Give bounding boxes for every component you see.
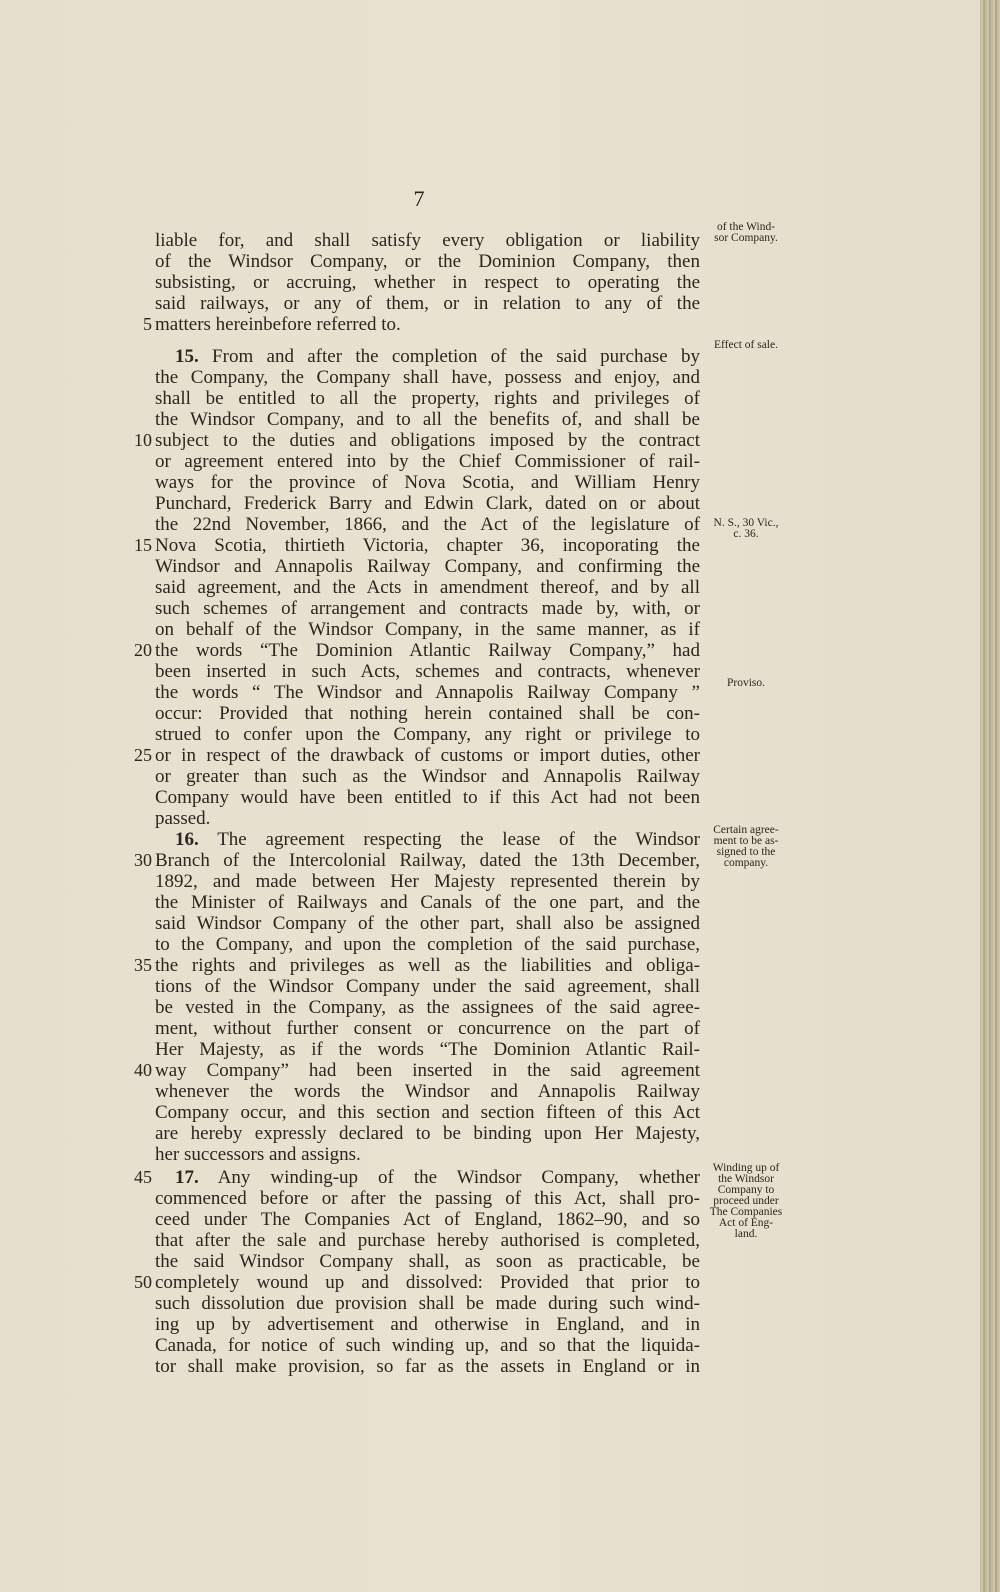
margin-note-line: land.	[734, 1228, 758, 1240]
text-line	[155, 251, 700, 272]
line-text: whenever the words the Windsor and Annapolis Railway	[155, 1081, 700, 1102]
line-text: matters hereinbefore referred to.	[155, 314, 401, 335]
text-line	[155, 1123, 700, 1144]
line-text: Company occur, and this section and section fifteen of this Act	[155, 1102, 700, 1123]
line-number: 30	[134, 850, 152, 870]
margin-note-line: N. S., 30 Vic.,	[713, 517, 779, 529]
line-text: or in respect of the drawback of customs or import duties, other	[155, 745, 700, 766]
line-number: 40	[134, 1060, 152, 1080]
text-line	[155, 1039, 700, 1060]
line-text: the Company, the Company shall have, possess and enjoy, and	[155, 367, 700, 388]
line-text: shall be entitled to all the property, rights and privileges of	[155, 388, 700, 409]
line-text: the words “The Dominion Atlantic Railway Company,” had	[155, 640, 700, 661]
line-text: that after the sale and purchase hereby authorised is completed,	[155, 1230, 700, 1251]
line-text: are hereby expressly declared to be binding upon Her Majesty,	[155, 1123, 700, 1144]
line-text: Company would have been entitled to if this Act had not been	[155, 787, 700, 808]
text-line	[155, 1230, 700, 1251]
line-text: on behalf of the Windsor Company, in the same manner, as if	[155, 619, 700, 640]
text-line	[155, 230, 700, 251]
line-text: the words “ The Windsor and Annapolis Railway Company ”	[155, 682, 700, 703]
text-line	[155, 682, 700, 703]
line-text: the Windsor Company, and to all the benefits of, and shall be	[155, 409, 700, 430]
line-text: said agreement, and the Acts in amendment thereof, and by all	[155, 577, 700, 598]
margin-note	[695, 678, 797, 689]
text-line	[155, 493, 700, 514]
text-line	[155, 703, 700, 724]
line-number: 20	[134, 640, 152, 660]
margin-note-line: c. 36.	[733, 528, 759, 540]
margin-note-line: proceed under	[713, 1195, 779, 1207]
text-line	[155, 1102, 700, 1123]
margin-note-line: ment to be as-	[713, 835, 779, 847]
line-text: ceed under The Companies Act of England, 1862–90, and so	[155, 1209, 700, 1230]
text-line	[155, 577, 700, 598]
line-number: 45	[134, 1167, 152, 1187]
text-line	[155, 955, 700, 976]
line-number: 50	[134, 1272, 152, 1292]
margin-note-line: the Windsor	[718, 1173, 774, 1185]
line-text: Windsor and Annapolis Railway Company, and confirming the	[155, 556, 700, 577]
text-line	[175, 1167, 700, 1188]
text-line	[155, 1335, 700, 1356]
line-text: said railways, or any of them, or in relation to any of the	[155, 293, 700, 314]
line-text: be vested in the Company, as the assignees of the said agree-	[155, 997, 700, 1018]
margin-note	[695, 825, 797, 869]
text-line	[155, 913, 700, 934]
text-line	[155, 640, 700, 661]
text-line	[155, 314, 700, 335]
text-line	[155, 850, 700, 871]
text-line	[155, 598, 700, 619]
line-text: the rights and privileges as well as the liabilities and obliga-	[155, 955, 700, 976]
text-line	[155, 787, 700, 808]
line-text: ing up by advertisement and otherwise in England, and in	[155, 1314, 700, 1335]
text-line	[155, 892, 700, 913]
line-text: Punchard, Frederick Barry and Edwin Clark, dated on or about	[155, 493, 700, 514]
text-line	[155, 293, 700, 314]
line-text: occur: Provided that nothing herein contained shall be con-	[155, 703, 700, 724]
margin-note-line: Company to	[717, 1184, 775, 1196]
line-text: Her Majesty, as if the words “The Dominion Atlantic Rail-	[155, 1039, 700, 1060]
line-text: passed.	[155, 808, 211, 829]
line-text: such schemes of arrangement and contracts made by, with, or	[155, 598, 700, 619]
line-number: 10	[134, 430, 152, 450]
page-number: 7	[413, 186, 425, 211]
text-line	[155, 724, 700, 745]
text-line	[155, 1081, 700, 1102]
line-text: way Company” had been inserted in the said agreement	[155, 1060, 700, 1081]
line-text: her successors and assigns.	[155, 1144, 361, 1165]
line-text: completely wound up and dissolved: Provided that prior to	[155, 1272, 700, 1293]
text-line	[175, 829, 700, 850]
text-line	[155, 272, 700, 293]
text-line	[155, 619, 700, 640]
text-line	[155, 1272, 700, 1293]
margin-note-line: Act of Eng-	[718, 1217, 774, 1229]
page-edge	[980, 0, 1000, 1592]
text-line	[155, 388, 700, 409]
text-line	[155, 1293, 700, 1314]
text-line	[155, 556, 700, 577]
margin-note	[695, 1163, 797, 1240]
line-number: 25	[134, 745, 152, 765]
line-text: to the Company, and upon the completion of the said purchase,	[155, 934, 700, 955]
line-text: Any winding-up of the Windsor Company, whether	[198, 1167, 700, 1188]
margin-note-line: of the Wind-	[716, 221, 776, 233]
line-text: 1892, and made between Her Majesty represented therein by	[155, 871, 700, 892]
text-line	[155, 451, 700, 472]
text-line	[155, 1018, 700, 1039]
line-text: or agreement entered into by the Chief Commissioner of rail-	[155, 451, 700, 472]
line-number: 35	[134, 955, 152, 975]
margin-note-line: The Companies	[709, 1206, 783, 1218]
text-line	[155, 1251, 700, 1272]
text-line	[155, 808, 700, 829]
line-number: 5	[143, 314, 152, 334]
line-text: Branch of the Intercolonial Railway, dated the 13th December,	[155, 850, 700, 871]
text-line	[155, 997, 700, 1018]
margin-note-line: sor Company.	[714, 232, 778, 244]
text-line	[155, 1188, 700, 1209]
line-text: or greater than such as the Windsor and Annapolis Railway	[155, 766, 700, 787]
margin-note	[695, 340, 797, 351]
text-line	[155, 514, 700, 535]
line-text: subject to the duties and obligations imposed by the contract	[155, 430, 700, 451]
line-text: the said Windsor Company shall, as soon as practicable, be	[155, 1251, 700, 1272]
line-text: The agreement respecting the lease of the Windsor	[198, 829, 700, 850]
text-line	[155, 1209, 700, 1230]
margin-note-line: company.	[723, 857, 769, 869]
section-number: 16.	[175, 829, 199, 850]
text-line	[155, 430, 700, 451]
text-line	[155, 976, 700, 997]
text-line	[155, 1314, 700, 1335]
line-text: the 22nd November, 1866, and the Act of the legislature of	[155, 514, 700, 535]
line-number: 15	[134, 535, 152, 555]
line-text: subsisting, or accruing, whether in respect to operating the	[155, 272, 700, 293]
text-line	[155, 934, 700, 955]
text-line	[155, 1144, 700, 1165]
section-number: 17.	[175, 1167, 199, 1188]
margin-note	[695, 222, 797, 244]
line-text: Canada, for notice of such winding up, and so that the liquida-	[155, 1335, 700, 1356]
line-text: been inserted in such Acts, schemes and contracts, whenever	[155, 661, 700, 682]
text-line	[155, 367, 700, 388]
line-text: Nova Scotia, thirtieth Victoria, chapter 36, incoporating the	[155, 535, 700, 556]
line-text: From and after the completion of the said purchase by	[198, 346, 700, 367]
line-text: said Windsor Company of the other part, shall also be assigned	[155, 913, 700, 934]
text-line	[155, 871, 700, 892]
margin-note	[695, 518, 797, 540]
margin-note-line: Effect of sale.	[714, 339, 778, 351]
line-text: the Minister of Railways and Canals of the one part, and the	[155, 892, 700, 913]
margin-note-line: Winding up of	[712, 1162, 780, 1174]
line-text: tor shall make provision, so far as the assets in England or in	[155, 1356, 700, 1377]
text-line	[155, 409, 700, 430]
line-text: commenced before or after the passing of this Act, shall pro-	[155, 1188, 700, 1209]
line-text: strued to confer upon the Company, any right or privilege to	[155, 724, 700, 745]
section-number: 15.	[175, 346, 199, 367]
text-line	[155, 535, 700, 556]
margin-note-line: Proviso.	[726, 677, 766, 689]
line-text: ways for the province of Nova Scotia, and William Henry	[155, 472, 700, 493]
margin-note-line: Certain agree-	[713, 824, 779, 836]
text-line	[155, 472, 700, 493]
text-line	[155, 1356, 700, 1377]
line-text: ment, without further consent or concurrence on the part of	[155, 1018, 700, 1039]
text-line	[175, 346, 700, 367]
text-line	[155, 1060, 700, 1081]
line-text: tions of the Windsor Company under the said agreement, shall	[155, 976, 700, 997]
line-text: of the Windsor Company, or the Dominion Company, then	[155, 251, 700, 272]
margin-note-line: signed to the	[716, 846, 776, 858]
line-text: liable for, and shall satisfy every obligation or liability	[155, 230, 700, 251]
text-line	[155, 661, 700, 682]
text-line	[155, 766, 700, 787]
text-line	[155, 745, 700, 766]
line-text: such dissolution due provision shall be made during such wind-	[155, 1293, 700, 1314]
